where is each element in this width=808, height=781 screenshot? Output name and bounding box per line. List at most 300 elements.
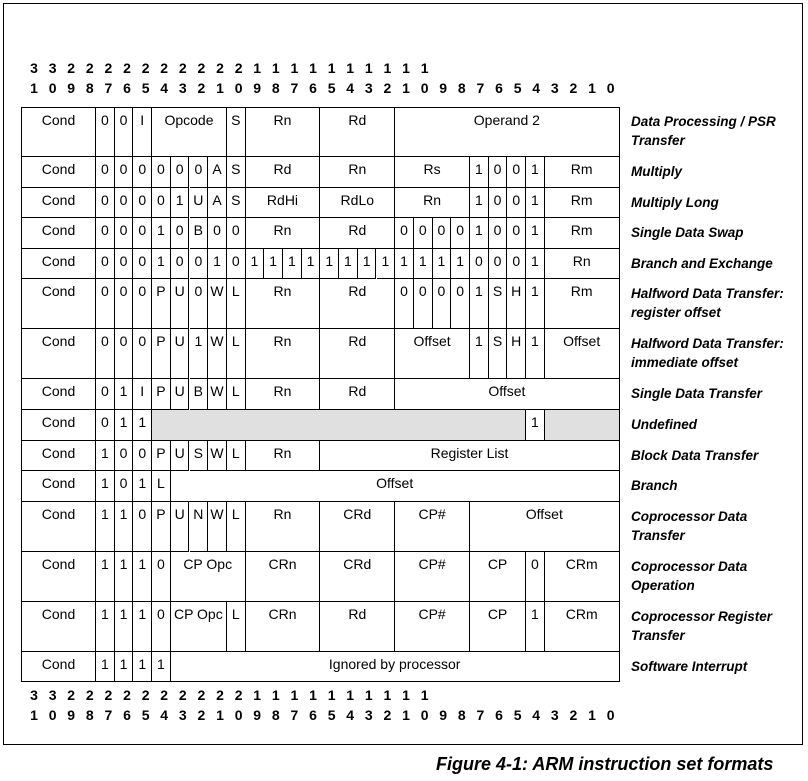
bottom-tens-bit-30: 3 bbox=[48, 687, 57, 703]
field-text: Cond bbox=[41, 555, 76, 572]
top-tens-bit-24: 2 bbox=[160, 60, 169, 76]
bit-field bbox=[414, 279, 433, 329]
field-text: 1 bbox=[100, 655, 109, 672]
field-text: 1 bbox=[531, 333, 539, 350]
bit-field bbox=[526, 188, 545, 219]
field-text: L bbox=[231, 605, 240, 622]
field-text: 0 bbox=[138, 283, 147, 300]
field-text: 0 bbox=[157, 555, 165, 572]
field-text: 0 bbox=[100, 333, 109, 350]
field-text: Rm bbox=[570, 191, 593, 208]
field-text: W bbox=[210, 333, 224, 350]
field-text: 0 bbox=[119, 333, 128, 350]
field-text: Rd bbox=[348, 112, 367, 128]
bit-field bbox=[133, 157, 152, 188]
bit-field bbox=[227, 329, 246, 379]
format-label: Branch and Exchange bbox=[631, 255, 773, 271]
bit-field bbox=[246, 249, 265, 280]
bit-field bbox=[246, 602, 321, 652]
field-text: CRm bbox=[565, 605, 598, 622]
bit-field bbox=[470, 157, 489, 188]
top-ones-bit-25: 5 bbox=[141, 80, 150, 96]
bit-field bbox=[246, 441, 321, 472]
bit-field bbox=[246, 329, 321, 379]
bit-field bbox=[507, 218, 526, 249]
field-text: U bbox=[174, 283, 185, 300]
bottom-ones-bit-15: 5 bbox=[327, 707, 336, 723]
bit-field bbox=[96, 218, 115, 249]
format-row bbox=[21, 471, 621, 502]
top-tens-bit-12: 1 bbox=[383, 60, 392, 76]
bit-field bbox=[208, 502, 227, 552]
bit-field bbox=[133, 279, 152, 329]
bottom-ones-bit-2: 2 bbox=[569, 707, 578, 723]
format-row bbox=[21, 188, 621, 219]
field-text: 1 bbox=[100, 505, 109, 522]
field-text: S bbox=[193, 444, 204, 461]
bit-field bbox=[433, 279, 452, 329]
bit-field bbox=[21, 279, 96, 329]
field-text: P bbox=[156, 333, 166, 350]
bit-field bbox=[489, 157, 508, 188]
undefined-bits-field bbox=[545, 410, 620, 441]
top-ones-bit-20: 0 bbox=[234, 80, 243, 96]
bit-field bbox=[152, 552, 171, 602]
field-text: Rm bbox=[570, 161, 593, 177]
top-ones-bit-17: 7 bbox=[290, 80, 299, 96]
bit-field bbox=[152, 441, 171, 472]
bottom-tens-bit-14: 1 bbox=[346, 687, 355, 703]
top-ones-bit-4: 4 bbox=[532, 80, 541, 96]
bottom-tens-bit-31: 3 bbox=[30, 687, 38, 703]
field-text: Rd bbox=[348, 283, 367, 300]
bit-field bbox=[526, 218, 545, 249]
top-ones-bit-29: 9 bbox=[67, 80, 76, 96]
field-text: S bbox=[492, 283, 503, 300]
field-text: 0 bbox=[231, 252, 240, 269]
bit-field bbox=[395, 107, 619, 157]
bottom-tens-bit-16: 1 bbox=[309, 687, 317, 703]
field-text: 0 bbox=[400, 222, 408, 239]
bit-field bbox=[96, 441, 115, 472]
bit-field bbox=[545, 188, 620, 219]
top-ones-bit-1: 1 bbox=[588, 80, 596, 96]
format-row bbox=[21, 552, 621, 602]
bottom-ones-bit-5: 5 bbox=[513, 707, 522, 723]
field-text: L bbox=[231, 333, 240, 350]
bit-field bbox=[526, 157, 545, 188]
bit-field bbox=[133, 249, 152, 280]
field-text: Offset bbox=[488, 383, 526, 400]
bit-field bbox=[115, 441, 134, 472]
field-text: 1 bbox=[100, 444, 109, 461]
field-text: Rn bbox=[572, 252, 591, 269]
field-text: 0 bbox=[400, 283, 408, 300]
format-row bbox=[21, 107, 621, 157]
field-text: 0 bbox=[493, 252, 502, 269]
bit-field bbox=[190, 502, 209, 552]
field-text: 0 bbox=[157, 605, 165, 622]
bit-field bbox=[171, 218, 190, 249]
field-text: 0 bbox=[512, 252, 521, 269]
field-text: 0 bbox=[119, 161, 128, 177]
bit-field bbox=[21, 157, 96, 188]
format-label: Halfword Data Transfer: register offset bbox=[631, 286, 784, 321]
field-text: Cond bbox=[41, 383, 76, 400]
bottom-tens-bit-22: 2 bbox=[197, 687, 206, 703]
field-text: 1 bbox=[138, 555, 147, 572]
bit-field bbox=[507, 279, 526, 329]
bit-field bbox=[227, 157, 246, 188]
field-text: 0 bbox=[512, 161, 521, 177]
bit-field bbox=[171, 441, 190, 472]
top-ones-bit-21: 1 bbox=[216, 80, 224, 96]
top-tens-bit-10: 1 bbox=[420, 60, 429, 76]
bit-numbers-top-ones bbox=[0, 80, 808, 98]
bit-field bbox=[115, 218, 134, 249]
bit-field bbox=[320, 157, 395, 188]
bottom-ones-bit-3: 3 bbox=[550, 707, 559, 723]
bit-field bbox=[133, 502, 152, 552]
bit-field bbox=[96, 329, 115, 379]
bit-field bbox=[320, 107, 395, 157]
field-text: 1 bbox=[250, 252, 259, 269]
bit-field bbox=[115, 157, 134, 188]
field-text: 0 bbox=[138, 222, 147, 239]
format-label: Single Data Swap bbox=[631, 225, 744, 241]
bottom-tens-bit-23: 2 bbox=[178, 687, 187, 703]
bit-field bbox=[133, 329, 152, 379]
bit-field bbox=[246, 188, 321, 219]
bottom-ones-bit-21: 1 bbox=[216, 707, 224, 723]
top-tens-bit-28: 2 bbox=[85, 60, 94, 76]
bit-field bbox=[115, 329, 134, 379]
bit-field bbox=[171, 329, 190, 379]
top-ones-bit-7: 7 bbox=[476, 80, 485, 96]
field-text: 1 bbox=[306, 252, 315, 269]
field-text: 1 bbox=[100, 605, 109, 622]
field-text: 1 bbox=[531, 191, 539, 208]
field-text: S bbox=[231, 112, 241, 128]
field-text: Offset bbox=[563, 333, 601, 350]
field-text: 1 bbox=[474, 191, 483, 208]
bit-field bbox=[395, 602, 470, 652]
field-text: 0 bbox=[100, 191, 109, 208]
field-text: Rd bbox=[348, 383, 367, 400]
bit-field bbox=[171, 652, 620, 683]
bit-field bbox=[320, 502, 395, 552]
bit-field bbox=[21, 471, 96, 502]
bottom-ones-bit-27: 7 bbox=[104, 707, 113, 723]
bit-field bbox=[21, 218, 96, 249]
bottom-ones-bit-29: 9 bbox=[67, 707, 76, 723]
bit-field bbox=[190, 379, 209, 410]
bottom-ones-bit-22: 2 bbox=[197, 707, 206, 723]
bit-field bbox=[96, 379, 115, 410]
field-text: 0 bbox=[493, 161, 502, 177]
bit-field bbox=[526, 249, 545, 280]
format-label: Single Data Transfer bbox=[631, 386, 763, 402]
bit-numbers-top-tens bbox=[0, 60, 808, 78]
field-text: Rn bbox=[273, 444, 292, 461]
field-text: 1 bbox=[474, 161, 483, 177]
field-text: B bbox=[193, 383, 204, 400]
bottom-ones-bit-26: 6 bbox=[123, 707, 131, 723]
bit-field bbox=[96, 652, 115, 683]
bottom-ones-bit-1: 1 bbox=[588, 707, 596, 723]
bit-field bbox=[171, 157, 190, 188]
field-text bbox=[152, 410, 525, 414]
field-text: 0 bbox=[512, 191, 521, 208]
format-row bbox=[21, 441, 621, 472]
field-text: Rs bbox=[423, 161, 441, 177]
bottom-tens-bit-20: 2 bbox=[234, 687, 243, 703]
field-text: 0 bbox=[194, 252, 203, 269]
field-text: 1 bbox=[437, 252, 446, 269]
bit-field bbox=[190, 188, 209, 219]
field-text: 0 bbox=[100, 252, 109, 269]
bit-field bbox=[190, 218, 209, 249]
bottom-ones-bit-31: 1 bbox=[30, 707, 38, 723]
top-ones-bit-15: 5 bbox=[327, 80, 336, 96]
bit-field bbox=[302, 249, 321, 280]
field-text: S bbox=[492, 333, 503, 350]
bit-field bbox=[283, 249, 302, 280]
field-text: P bbox=[156, 444, 166, 461]
field-text: 1 bbox=[474, 222, 483, 239]
field-text: Offset bbox=[376, 475, 414, 492]
bottom-ones-bit-4: 4 bbox=[532, 707, 541, 723]
field-text: Cond bbox=[41, 191, 76, 208]
bit-field bbox=[133, 441, 152, 472]
bit-field bbox=[115, 107, 134, 157]
field-text: 1 bbox=[531, 222, 539, 239]
bit-field bbox=[470, 329, 489, 379]
top-ones-bit-10: 0 bbox=[420, 80, 429, 96]
bottom-ones-bit-23: 3 bbox=[178, 707, 187, 723]
bit-field bbox=[545, 552, 620, 602]
field-text: U bbox=[174, 383, 185, 400]
top-ones-bit-23: 3 bbox=[178, 80, 187, 96]
field-text: 1 bbox=[119, 605, 128, 622]
field-text: 1 bbox=[325, 252, 334, 269]
bit-field bbox=[489, 188, 508, 219]
bit-field bbox=[545, 157, 620, 188]
field-text: 0 bbox=[531, 555, 539, 572]
field-text: 1 bbox=[194, 333, 203, 350]
bit-field bbox=[451, 249, 470, 280]
bit-field bbox=[152, 329, 171, 379]
top-ones-bit-9: 9 bbox=[439, 80, 448, 96]
bit-field bbox=[227, 188, 246, 219]
bit-field bbox=[395, 279, 414, 329]
field-text: 0 bbox=[418, 283, 427, 300]
bottom-ones-bit-13: 3 bbox=[364, 707, 373, 723]
bit-field bbox=[190, 329, 209, 379]
field-text: Cond bbox=[41, 605, 76, 622]
field-text: CP# bbox=[418, 505, 446, 522]
bit-field bbox=[395, 502, 470, 552]
field-text: CP Opc bbox=[183, 555, 233, 572]
bit-field bbox=[115, 379, 134, 410]
top-ones-bit-27: 7 bbox=[104, 80, 113, 96]
format-label: Branch bbox=[631, 478, 678, 494]
bit-field bbox=[395, 249, 414, 280]
bottom-tens-bit-27: 2 bbox=[104, 687, 113, 703]
field-text: 0 bbox=[175, 222, 184, 239]
field-text: 1 bbox=[474, 333, 483, 350]
bit-field bbox=[433, 218, 452, 249]
bit-field bbox=[152, 188, 171, 219]
field-text: 1 bbox=[119, 655, 128, 672]
field-text: 0 bbox=[100, 222, 109, 239]
top-tens-bit-15: 1 bbox=[327, 60, 336, 76]
field-text: P bbox=[156, 505, 166, 522]
bit-field bbox=[152, 502, 171, 552]
bottom-tens-bit-17: 1 bbox=[290, 687, 299, 703]
bottom-ones-bit-9: 9 bbox=[439, 707, 448, 723]
format-row bbox=[21, 602, 621, 652]
bit-field bbox=[526, 410, 545, 441]
bit-field bbox=[470, 218, 489, 249]
bit-field bbox=[526, 552, 545, 602]
bit-field bbox=[115, 602, 134, 652]
field-text: L bbox=[231, 444, 240, 461]
field-text: 0 bbox=[119, 222, 128, 239]
field-text: L bbox=[157, 475, 165, 492]
top-ones-bit-14: 4 bbox=[346, 80, 355, 96]
field-text: 1 bbox=[138, 414, 147, 430]
field-text: 1 bbox=[100, 555, 109, 572]
field-text: U bbox=[174, 444, 185, 461]
field-text: 1 bbox=[531, 161, 539, 177]
bit-field bbox=[21, 410, 96, 441]
bit-field bbox=[133, 218, 152, 249]
field-text: Register List bbox=[430, 444, 509, 461]
field-text: W bbox=[210, 383, 224, 400]
field-text: CRd bbox=[343, 505, 372, 522]
field-text: 1 bbox=[138, 605, 147, 622]
format-row bbox=[21, 279, 621, 329]
bit-field bbox=[133, 602, 152, 652]
format-row bbox=[21, 652, 621, 683]
field-text: 1 bbox=[119, 414, 128, 430]
bottom-tens-bit-21: 2 bbox=[216, 687, 224, 703]
field-text: 1 bbox=[531, 252, 539, 269]
bit-field bbox=[320, 249, 339, 280]
bit-field bbox=[395, 329, 470, 379]
field-text: Offset bbox=[525, 505, 563, 522]
top-ones-bit-24: 4 bbox=[160, 80, 169, 96]
bit-field bbox=[96, 279, 115, 329]
bit-field bbox=[152, 602, 171, 652]
field-text: Cond bbox=[41, 112, 76, 128]
bit-field bbox=[96, 602, 115, 652]
bit-numbers-bottom-tens bbox=[0, 687, 808, 705]
top-tens-bit-19: 1 bbox=[253, 60, 262, 76]
figure-caption: Figure 4-1: ARM instruction set formats bbox=[436, 754, 774, 774]
field-text: 1 bbox=[474, 283, 483, 300]
top-ones-bit-8: 8 bbox=[457, 80, 466, 96]
field-text: 1 bbox=[157, 252, 165, 269]
top-ones-bit-5: 5 bbox=[513, 80, 522, 96]
bit-field bbox=[115, 279, 134, 329]
top-ones-bit-28: 8 bbox=[85, 80, 94, 96]
field-text: 0 bbox=[138, 444, 147, 461]
field-text: 0 bbox=[119, 252, 128, 269]
bit-field bbox=[320, 441, 619, 472]
format-label: Coprocessor Data Operation bbox=[631, 558, 748, 593]
bit-field bbox=[208, 188, 227, 219]
field-text: 0 bbox=[138, 333, 147, 350]
bit-field bbox=[489, 249, 508, 280]
field-text: 0 bbox=[138, 191, 147, 208]
bit-field bbox=[227, 602, 246, 652]
bit-field bbox=[208, 329, 227, 379]
bit-field bbox=[152, 157, 171, 188]
bottom-ones-bit-20: 0 bbox=[234, 707, 243, 723]
format-row bbox=[21, 329, 621, 379]
field-text: 1 bbox=[119, 383, 128, 400]
bit-field bbox=[395, 379, 619, 410]
bit-field bbox=[320, 379, 395, 410]
format-label: Data Processing / PSR Transfer bbox=[631, 114, 776, 148]
format-label: Software Interrupt bbox=[631, 658, 748, 674]
field-text: 1 bbox=[362, 252, 371, 269]
bit-field bbox=[526, 329, 545, 379]
bit-field bbox=[489, 218, 508, 249]
bit-field bbox=[152, 279, 171, 329]
format-label: Undefined bbox=[631, 417, 697, 432]
bit-field bbox=[133, 107, 152, 157]
field-text: Ignored by processor bbox=[328, 655, 461, 672]
bottom-ones-bit-16: 6 bbox=[309, 707, 317, 723]
bit-field bbox=[470, 552, 526, 602]
top-tens-bit-31: 3 bbox=[30, 60, 38, 76]
bit-field bbox=[96, 107, 115, 157]
bit-field bbox=[227, 107, 246, 157]
field-text: 0 bbox=[119, 283, 128, 300]
bottom-tens-bit-26: 2 bbox=[123, 687, 131, 703]
bit-field bbox=[133, 552, 152, 602]
bit-field bbox=[451, 218, 470, 249]
field-text: U bbox=[174, 333, 185, 350]
bit-field bbox=[227, 279, 246, 329]
field-text: 0 bbox=[456, 283, 465, 300]
bit-field bbox=[152, 218, 171, 249]
bit-field bbox=[171, 249, 190, 280]
bit-field bbox=[320, 218, 395, 249]
field-text: 0 bbox=[119, 444, 128, 461]
bit-field bbox=[96, 249, 115, 280]
format-row bbox=[21, 410, 621, 441]
bit-field bbox=[545, 329, 620, 379]
field-text: Rd bbox=[348, 605, 367, 622]
bit-field bbox=[227, 379, 246, 410]
bit-field bbox=[395, 157, 470, 188]
field-text: 0 bbox=[418, 222, 427, 239]
top-tens-bit-11: 1 bbox=[402, 60, 410, 76]
field-text: Rn bbox=[273, 333, 292, 350]
encoding-table bbox=[21, 107, 621, 679]
field-text: 1 bbox=[418, 252, 427, 269]
field-text: 1 bbox=[531, 414, 539, 430]
field-text: W bbox=[210, 444, 224, 461]
bit-field bbox=[246, 279, 321, 329]
bit-field bbox=[190, 249, 209, 280]
field-text: Rm bbox=[570, 283, 593, 300]
bit-field bbox=[171, 602, 227, 652]
